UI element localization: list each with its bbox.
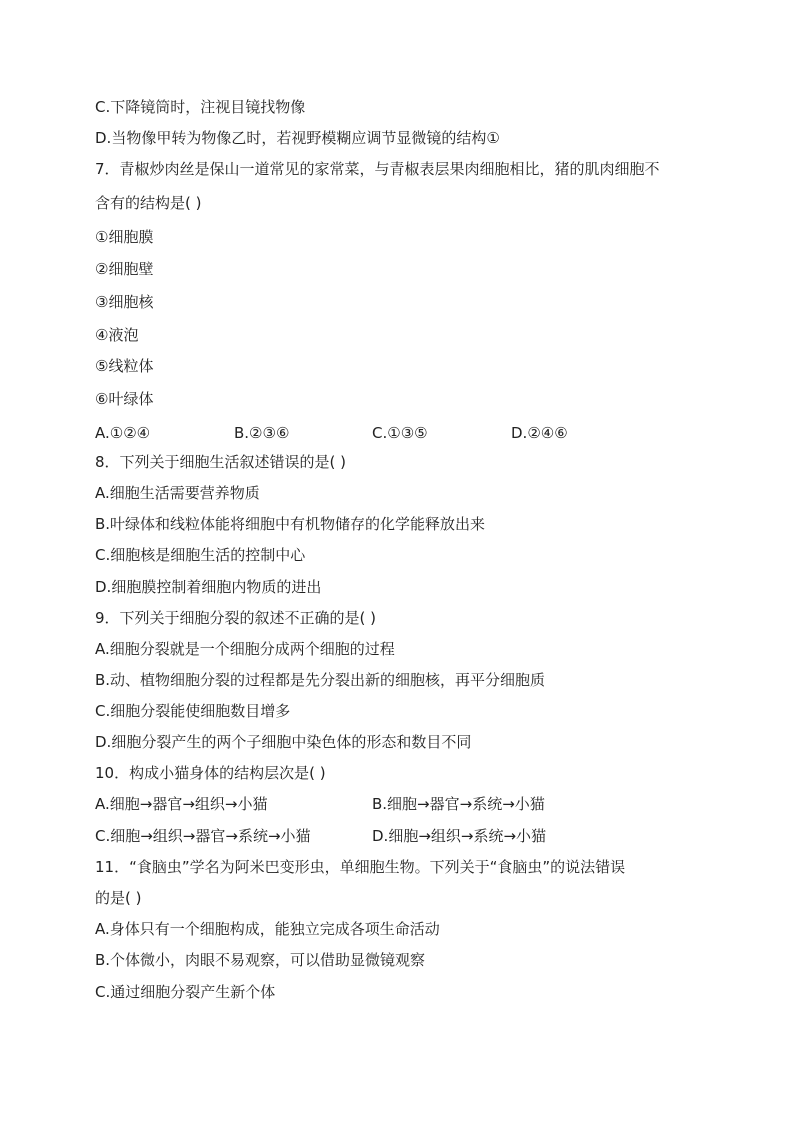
- q7-options: [95, 423, 705, 443]
- q7-item-5: ⑤线粒体: [95, 357, 154, 375]
- q11-option-b: B.个体微小，肉眼不易观察，可以借助显微镜观察: [95, 951, 426, 969]
- q10-stem: 10．构成小猫身体的结构层次是( ): [95, 764, 326, 782]
- q8-option-c: C.细胞核是细胞生活的控制中心: [95, 546, 306, 564]
- q11-stem-line2: 的是( ): [95, 889, 142, 907]
- q7-stem-line1: 7．青椒炒肉丝是保山一道常见的家常菜，与青椒表层果肉细胞相比，猪的肌肉细胞不: [95, 160, 660, 178]
- q10-option-d: D.细胞→组织→系统→小猫: [372, 827, 547, 845]
- q11-stem-line1: 11．“食脑虫”学名为阿米巴变形虫，单细胞生物。下列关于“食脑虫”的说法错误: [95, 858, 626, 876]
- q7-stem-line2: 含有的结构是( ): [95, 194, 202, 212]
- q8-option-d: D.细胞膜控制着细胞内物质的进出: [95, 578, 322, 596]
- q7-option-c: C.①③⑤: [372, 424, 428, 442]
- q9-option-d: D.细胞分裂产生的两个子细胞中染色体的形态和数目不同: [95, 733, 472, 751]
- q9-option-a: A.细胞分裂就是一个细胞分成两个细胞的过程: [95, 640, 395, 658]
- q10-option-c: C.细胞→组织→器官→系统→小猫: [95, 827, 311, 845]
- q10-option-b: B.细胞→器官→系统→小猫: [372, 795, 545, 813]
- q11-option-c: C.通过细胞分裂产生新个体: [95, 983, 276, 1001]
- q7-option-d: D.②④⑥: [511, 424, 568, 442]
- q6-option-d: D.当物像甲转为物像乙时，若视野模糊应调节显微镜的结构①: [95, 129, 500, 147]
- q7-item-2: ②细胞壁: [95, 260, 154, 278]
- q9-option-c: C.细胞分裂能使细胞数目增多: [95, 702, 291, 720]
- q10-option-a: A.细胞→器官→组织→小猫: [95, 795, 268, 813]
- q8-option-a: A.细胞生活需要营养物质: [95, 484, 260, 502]
- q6-option-c: C.下降镜筒时，注视目镜找物像: [95, 98, 306, 116]
- q9-option-b: B.动、植物细胞分裂的过程都是先分裂出新的细胞核，再平分细胞质: [95, 671, 546, 689]
- q7-option-b: B.②③⑥: [234, 424, 290, 442]
- q7-item-3: ③细胞核: [95, 293, 154, 311]
- q10-options-row1: [95, 794, 705, 814]
- q7-item-4: ④液泡: [95, 326, 139, 344]
- q9-stem: 9．下列关于细胞分裂的叙述不正确的是( ): [95, 609, 377, 627]
- q10-options-row2: [95, 826, 705, 846]
- q8-stem: 8．下列关于细胞生活叙述错误的是( ): [95, 453, 347, 471]
- q11-option-a: A.身体只有一个细胞构成，能独立完成各项生命活动: [95, 920, 440, 938]
- q7-option-a: A.①②④: [95, 424, 151, 442]
- q8-option-b: B.叶绿体和线粒体能将细胞中有机物储存的化学能释放出来: [95, 515, 486, 533]
- q7-item-1: ①细胞膜: [95, 228, 154, 246]
- q7-item-6: ⑥叶绿体: [95, 390, 154, 408]
